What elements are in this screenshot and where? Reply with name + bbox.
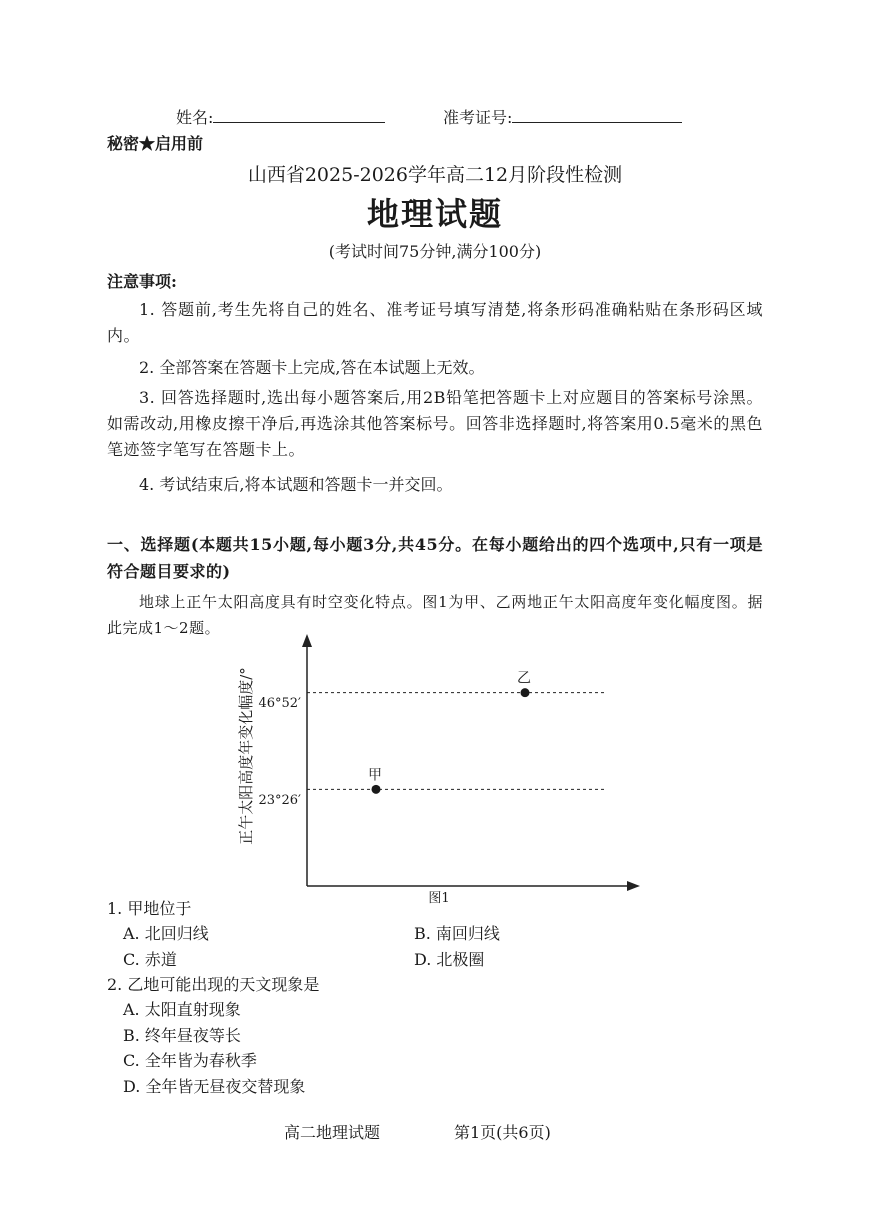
name-blank[interactable] (213, 104, 385, 123)
notice-item-2: 2. 全部答案在答题卡上完成,答在本试题上无效。 (139, 358, 485, 377)
q2-option-c[interactable]: C. 全年皆为春秋季 (123, 1051, 257, 1070)
y-tick-label-2: 23°26′ (258, 793, 301, 808)
notice-item-1: 1. 答题前,考生先将自己的姓名、准考证号填写清楚,将条形码准确粘贴在条形码区域内。 (107, 300, 763, 345)
notice-heading: 注意事项: (107, 272, 177, 291)
q1-option-c[interactable]: C. 赤道 (123, 950, 177, 969)
exam-id-field (443, 104, 682, 130)
q2-option-d[interactable]: D. 全年皆无昼夜交替现象 (123, 1077, 306, 1096)
x-axis-arrow (627, 881, 640, 891)
y-axis-arrow (302, 634, 312, 647)
name-label: 姓名: (176, 108, 214, 127)
page-title: 地理试题 (366, 195, 503, 233)
notice-item-4: 4. 考试结束后,将本试题和答题卡一并交回。 (139, 475, 453, 494)
question-1-stem: 1. 甲地位于 (107, 899, 192, 918)
exam-id-label: 准考证号: (443, 108, 513, 127)
data-point-甲 (372, 785, 381, 794)
name-field (176, 104, 385, 130)
q1-option-a[interactable]: A. 北回归线 (123, 924, 209, 943)
exam-id-blank[interactable] (512, 104, 682, 123)
y-axis-label: 正午太阳高度年变化幅度/° (237, 667, 255, 845)
section-intro: 地球上正午太阳高度具有时空变化特点。图1为甲、乙两地正午太阳高度年变化幅度图。据此完成1～2题。 (107, 593, 763, 637)
secret-mark: 秘密★启用前 (107, 134, 204, 153)
notice-item-3: 3. 回答选择题时,选出每小题答案后,用2B铅笔把答题卡上对应题目的答案标号涂黑。如需改动,用橡皮擦干净后,再选涂其他答案标号。回答非选择题时,将答案用0.5毫米的黑色笔迹签字笔写在答题卡上。 (107, 388, 763, 459)
q2-option-b[interactable]: B. 终年昼夜等长 (123, 1026, 241, 1045)
q1-option-d[interactable]: D. 北极圈 (414, 950, 485, 969)
exam-info: (考试时间75分钟,满分100分) (328, 242, 542, 261)
q1-option-b[interactable]: B. 南回归线 (414, 924, 500, 943)
q2-option-a[interactable]: A. 太阳直射现象 (123, 1000, 241, 1019)
figure-caption: 图1 (428, 891, 450, 906)
data-point-label-乙: 乙 (517, 670, 531, 687)
exam-subtitle: 山西省2025-2026学年高二12月阶段性检测 (247, 164, 623, 186)
question-2-stem: 2. 乙地可能出现的天文现象是 (107, 975, 320, 994)
footer-subject: 高二地理试题 (284, 1123, 381, 1142)
footer-page-number: 第1页(共6页) (454, 1123, 551, 1142)
data-point-label-甲: 甲 (368, 767, 382, 784)
y-tick-label-1: 46°52′ (258, 696, 301, 711)
data-point-乙 (521, 688, 530, 697)
figure-1-chart (0, 630, 870, 910)
section-heading: 一、选择题(本题共15小题,每小题3分,共45分。在每小题给出的四个选项中,只有一项是符合题目要求的) (107, 535, 763, 581)
